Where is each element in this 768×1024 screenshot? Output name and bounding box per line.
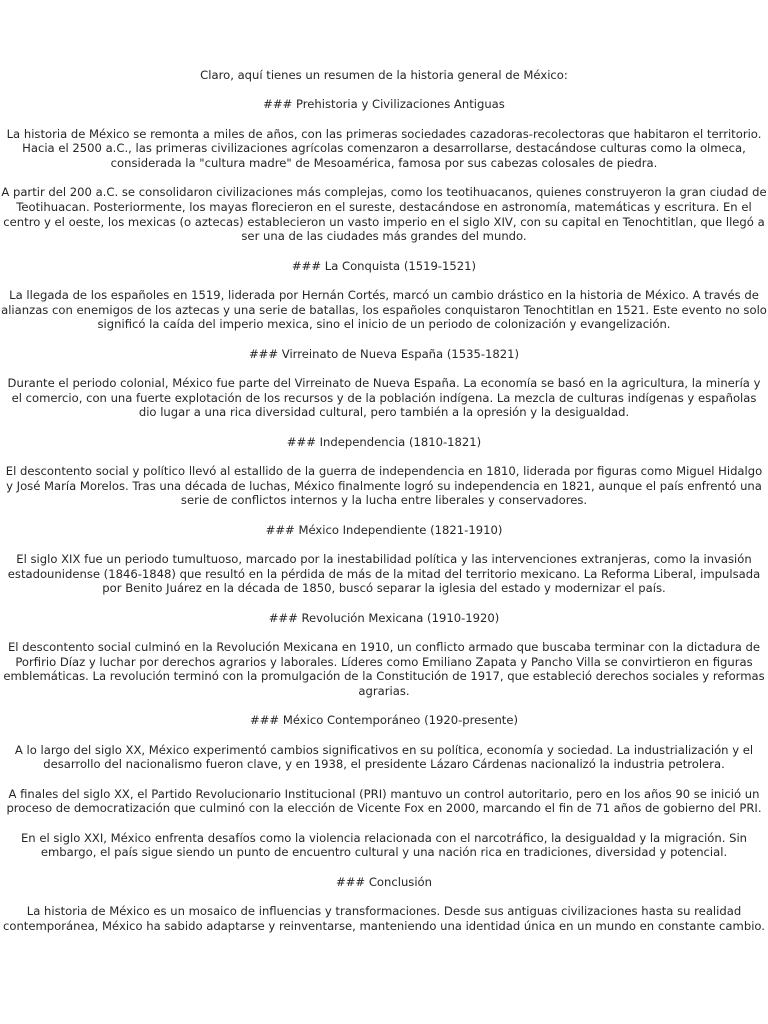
paragraph-contemporaneo-2: A finales del siglo XX, el Partido Revolucionario Institucional (PRI) mantuvo un control autoritario, pero en los años 90 se inició un proceso de democratización que culminó con la elección de Vicente Fox en 2000, marcando el fin de 71 años de gobierno del PRI. <box>6 786 762 816</box>
paragraph-independencia: El descontento social y político llevó al estallido de la guerra de independencia en 1810, liderada por figuras como Miguel Hidalgo y José María Morelos. Tras una década de luchas, México finalmente logró su independencia en 1821, aunque el país enfrentó una serie de conflictos internos y la lucha entre liberales y conservadores. <box>5 464 763 508</box>
paragraph-mexico-independiente: El siglo XIX fue un periodo tumultuoso, marcado por la inestabilidad política y las intervenciones extranjeras, como la invasión estadounidense (1846-1848) que resultó en la pérdida de más de la mitad del territorio mexicano. La Reforma Liberal, impulsada por Benito Juárez en la década de 1850, buscó separar la iglesia del estado y modernizar el país. <box>7 552 761 596</box>
section-heading-conquista: ### La Conquista (1519-1521) <box>291 258 477 273</box>
section-heading-independencia: ### Independencia (1810-1821) <box>286 434 482 449</box>
paragraph-prehistoria-2: A partir del 200 a.C. se consolidaron civilizaciones más complejas, como los teotihuacanos, quienes construyeron la gran ciudad de Teotihuacan. Posteriormente, los mayas florecieron en el sureste, destacándose en astronomía, matemáticas y escritura. En el centro y el oeste, los mexicas (o aztecas) establecieron un vasto imperio en el siglo XIV, con su capital en Tenochtitlan, que llegó a ser una de las ciudades más grandes del mundo. <box>1 185 767 244</box>
section-heading-virreinato: ### Virreinato de Nueva España (1535-1821) <box>248 346 520 361</box>
section-heading-mexico-independiente: ### México Independiente (1821-1910) <box>265 522 503 537</box>
paragraph-conquista: La llegada de los españoles en 1519, liderada por Hernán Cortés, marcó un cambio drástico en la historia de México. A través de alianzas con enemigos de los aztecas y una serie de batallas, los españoles conquistaron Tenochtitlan en 1521. Este evento no solo significó la caída del imperio mexica, sino el inicio de un periodo de colonización y evangelización. <box>1 288 767 332</box>
section-heading-contemporaneo: ### México Contemporáneo (1920-presente) <box>249 713 519 728</box>
paragraph-contemporaneo-3: En el siglo XXI, México enfrenta desafíos como la violencia relacionada con el narcotráfico, la desigualdad y la migración. Sin embargo, el país sigue siendo un punto de encuentro cultural y una nación rica en tradiciones, diversidad y potencial. <box>20 830 748 860</box>
paragraph-revolucion: El descontento social culminó en la Revolución Mexicana en 1910, un conflicto armado que buscaba terminar con la dictadura de Porfirio Díaz y luchar por derechos agrarios y laborales. Líderes como Emiliano Zapata y Pancho Villa se convirtieron en figuras emblemáticas. La revolución terminó con la promulgación de la Constitución de 1917, que estableció derechos sociales y reformas agrarias. <box>3 640 765 699</box>
section-heading-revolucion: ### Revolución Mexicana (1910-1920) <box>268 610 500 625</box>
paragraph-virreinato: Durante el periodo colonial, México fue parte del Virreinato de Nueva España. La economía se basó en la agricultura, la minería y el comercio, con una fuerte explotación de los recursos y de la población indígena. La mezcla de culturas indígenas y españolas dio lugar a una rica diversidad cultural, pero también a la opresión y la desigualdad. <box>7 376 761 420</box>
paragraph-prehistoria-1: La historia de México se remonta a miles de años, con las primeras sociedades cazadoras-recolectoras que habitaron el territorio. Hacia el 2500 a.C., las primeras civilizaciones agrícolas comenzaron a desarrollarse, destacándose culturas como la olmeca, considerada la "cultura madre" de Mesoamérica, famosa por sus cabezas colosales de piedra. <box>6 126 762 170</box>
paragraph-contemporaneo-1: A lo largo del siglo XX, México experimentó cambios significativos en su política, economía y sociedad. La industrialización y el desarrollo del nacionalismo fueron clave, y en 1938, el presidente Lázaro Cárdenas nacionalizó la industria petrolera. <box>14 742 754 772</box>
intro-text: Claro, aquí tienes un resumen de la historia general de México: <box>200 68 568 82</box>
section-heading-conclusion: ### Conclusión <box>335 874 432 889</box>
paragraph-conclusion: La historia de México es un mosaico de influencias y transformaciones. Desde sus antiguas civilizaciones hasta su realidad contemporánea, México ha sabido adaptarse y reinventarse, manteniendo una identidad única en un mundo en constante cambio. <box>2 904 765 933</box>
section-heading-prehistoria: ### Prehistoria y Civilizaciones Antiguas <box>263 97 505 112</box>
